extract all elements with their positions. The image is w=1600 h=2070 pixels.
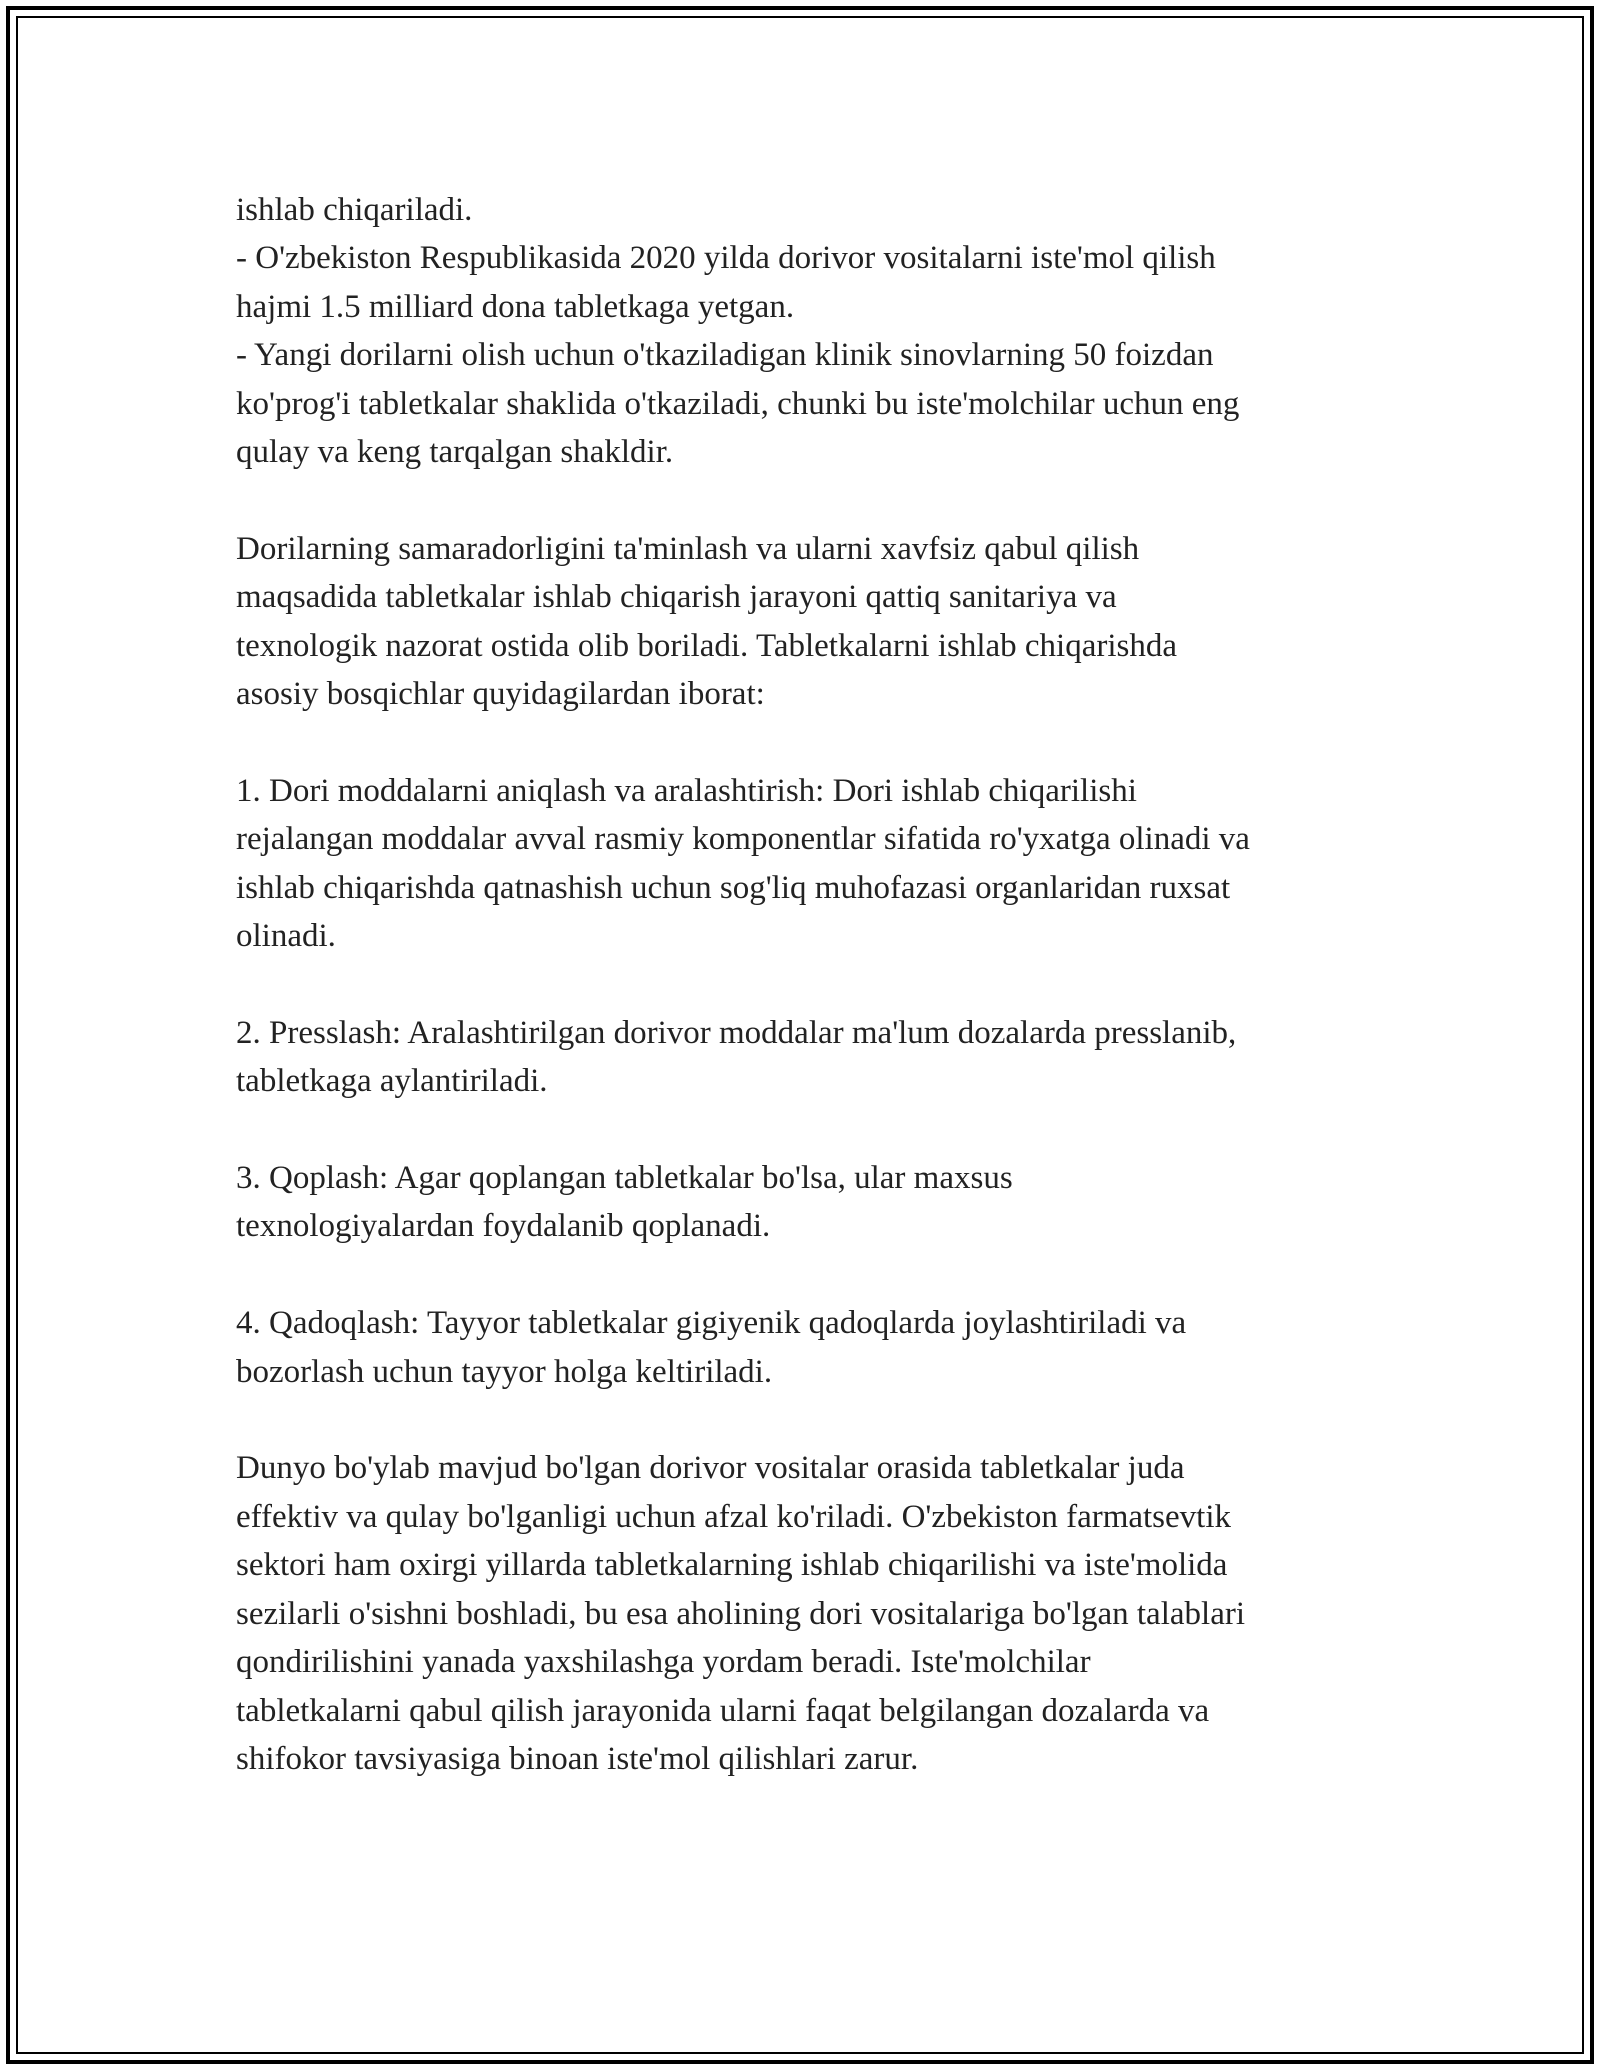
text-line: sektori ham oxirgi yillarda tabletkalarning ishlab chiqarilishi va iste'molida <box>236 1547 1228 1584</box>
text-line: texnologik nazorat ostida olib boriladi. Tabletkalarni ishlab chiqarishda <box>236 627 1177 664</box>
text-line: texnologiyalardan foydalanib qoplanadi. <box>236 1208 771 1245</box>
text-line: ishlab chiqarishda qatnashish uchun sog'liq muhofazasi organlaridan ruxsat <box>236 869 1231 906</box>
text-line: hajmi 1.5 milliard dona tabletkaga yetgan. <box>236 288 795 325</box>
text-line: ko'prog'i tabletkalar shaklida o'tkaziladi, chunki bu iste'molchilar uchun eng <box>236 385 1240 422</box>
document-body <box>236 186 1376 1783</box>
paragraph-intro-stages <box>236 525 1376 719</box>
text-line: olinadi. <box>236 918 336 955</box>
text-line: qondirilishini yanada yaxshilashga yordam beradi. Iste'molchilar <box>236 1644 1091 1681</box>
text-line: rejalangan moddalar avval rasmiy komponentlar sifatida ro'yxatga olinadi va <box>236 821 1250 858</box>
text-line: sezilarli o'sishni boshladi, bu esa aholining dori vositalariga bo'lgan talablari <box>236 1595 1245 1632</box>
text-line: shifokor tavsiyasiga binoan iste'mol qilishlari zarur. <box>236 1740 919 1777</box>
text-line: 2. Presslash: Aralashtirilgan dorivor moddalar ma'lum dozalarda presslanib, <box>236 1014 1237 1051</box>
text-line: qulay va keng tarqalgan shakldir. <box>236 434 674 471</box>
text-line: 1. Dori moddalarni aniqlash va aralashtirish: Dori ishlab chiqarilishi <box>236 772 1137 809</box>
stage-3-coating <box>236 1154 1376 1251</box>
text-line: ishlab chiqariladi. <box>236 192 473 228</box>
stage-4-packaging <box>236 1299 1376 1396</box>
text-line: maqsadida tabletkalar ishlab chiqarish jarayoni qattiq sanitariya va <box>236 579 1117 616</box>
text-line: 3. Qoplash: Agar qoplangan tabletkalar bo'lsa, ular maxsus <box>236 1160 1013 1197</box>
text-line: 4. Qadoqlash: Tayyor tabletkalar gigiyenik qadoqlarda joylashtiriladi va <box>236 1305 1187 1342</box>
text-line: Dorilarning samaradorligini ta'minlash va ularni xavfsiz qabul qilish <box>236 530 1140 567</box>
paragraph-conclusion <box>236 1444 1376 1783</box>
text-line: Dunyo bo'ylab mavjud bo'lgan dorivor vositalar orasida tabletkalar juda <box>236 1450 1185 1487</box>
stage-1-mixing <box>236 767 1376 961</box>
text-line: - O'zbekiston Respublikasida 2020 yilda dorivor vositalarni iste'mol qilish <box>236 240 1216 277</box>
text-line: tabletkaga aylantiriladi. <box>236 1063 548 1100</box>
text-line: effektiv va qulay bo'lganligi uchun afzal ko'riladi. O'zbekiston farmatsevtik <box>236 1498 1232 1535</box>
paragraph-stats <box>236 186 1376 476</box>
text-line: bozorlash uchun tayyor holga keltiriladi. <box>236 1353 773 1390</box>
text-line: tabletkalarni qabul qilish jarayonida ularni faqat belgilangan dozalarda va <box>236 1692 1210 1729</box>
text-line: asosiy bosqichlar quyidagilardan iborat: <box>236 676 765 713</box>
text-line: - Yangi dorilarni olish uchun o'tkaziladigan klinik sinovlarning 50 foizdan <box>236 337 1214 374</box>
stage-2-pressing <box>236 1009 1376 1106</box>
